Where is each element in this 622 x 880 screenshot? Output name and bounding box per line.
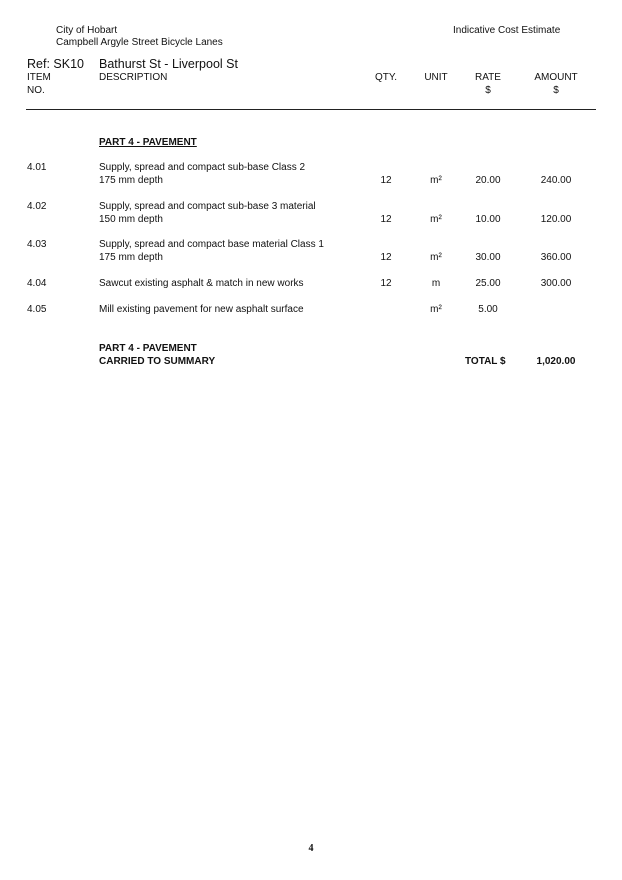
column-header-amount-currency: $ — [553, 85, 559, 96]
item-description: Sawcut existing asphalt & match in new works — [99, 278, 304, 289]
header-divider — [26, 109, 596, 110]
item-unit: m² — [430, 252, 442, 263]
item-rate: 20.00 — [475, 175, 501, 186]
item-qty: 12 — [380, 252, 392, 263]
total-label: TOTAL $ — [465, 356, 506, 367]
item-rate: 25.00 — [475, 278, 501, 289]
column-header-rate-currency: $ — [485, 85, 491, 96]
item-amount: 240.00 — [540, 175, 572, 186]
summary-carried-label: CARRIED TO SUMMARY — [99, 356, 216, 367]
item-description: Mill existing pavement for new asphalt surface — [99, 304, 304, 315]
total-value: 1,020.00 — [536, 356, 576, 367]
item-unit: m² — [430, 214, 442, 225]
item-unit: m² — [430, 304, 442, 315]
page-number: 4 — [308, 843, 314, 854]
item-qty: 12 — [380, 278, 392, 289]
item-unit: m² — [430, 175, 442, 186]
item-description-detail: 175 mm depth — [99, 175, 163, 186]
item-unit: m — [431, 278, 441, 289]
item-number: 4.01 — [27, 162, 47, 173]
item-number: 4.02 — [27, 201, 47, 212]
location-title: Bathurst St - Liverpool St — [99, 57, 238, 71]
column-header-amount: AMOUNT — [534, 72, 578, 83]
section-title: PART 4 - PAVEMENT — [99, 137, 197, 148]
organization-name: City of Hobart — [56, 25, 118, 36]
item-qty: 12 — [380, 214, 392, 225]
item-description-detail: 175 mm depth — [99, 252, 163, 263]
item-rate: 5.00 — [478, 304, 498, 315]
project-name: Campbell Argyle Street Bicycle Lanes — [56, 37, 223, 48]
column-header-rate: RATE — [475, 72, 501, 83]
column-header-description: DESCRIPTION — [99, 72, 168, 83]
item-rate: 10.00 — [475, 214, 501, 225]
item-description-detail: 150 mm depth — [99, 214, 163, 225]
item-description: Supply, spread and compact sub-base 3 material — [99, 201, 316, 212]
column-header-item: ITEM — [27, 72, 51, 83]
summary-section-label: PART 4 - PAVEMENT — [99, 343, 197, 354]
reference-number: Ref: SK10 — [27, 57, 84, 71]
column-header-unit: UNIT — [424, 72, 448, 83]
item-number: 4.04 — [27, 278, 47, 289]
item-number: 4.03 — [27, 239, 47, 250]
item-description: Supply, spread and compact base material Class 1 — [99, 239, 324, 250]
item-qty: 12 — [380, 175, 392, 186]
column-header-qty: QTY. — [374, 72, 398, 83]
item-amount: 300.00 — [540, 278, 572, 289]
item-amount: 360.00 — [540, 252, 572, 263]
column-header-item-no: NO. — [27, 85, 45, 96]
document-type: Indicative Cost Estimate — [453, 25, 561, 36]
item-number: 4.05 — [27, 304, 47, 315]
item-description: Supply, spread and compact sub-base Class 2 — [99, 162, 306, 173]
item-rate: 30.00 — [475, 252, 501, 263]
item-amount: 120.00 — [540, 214, 572, 225]
